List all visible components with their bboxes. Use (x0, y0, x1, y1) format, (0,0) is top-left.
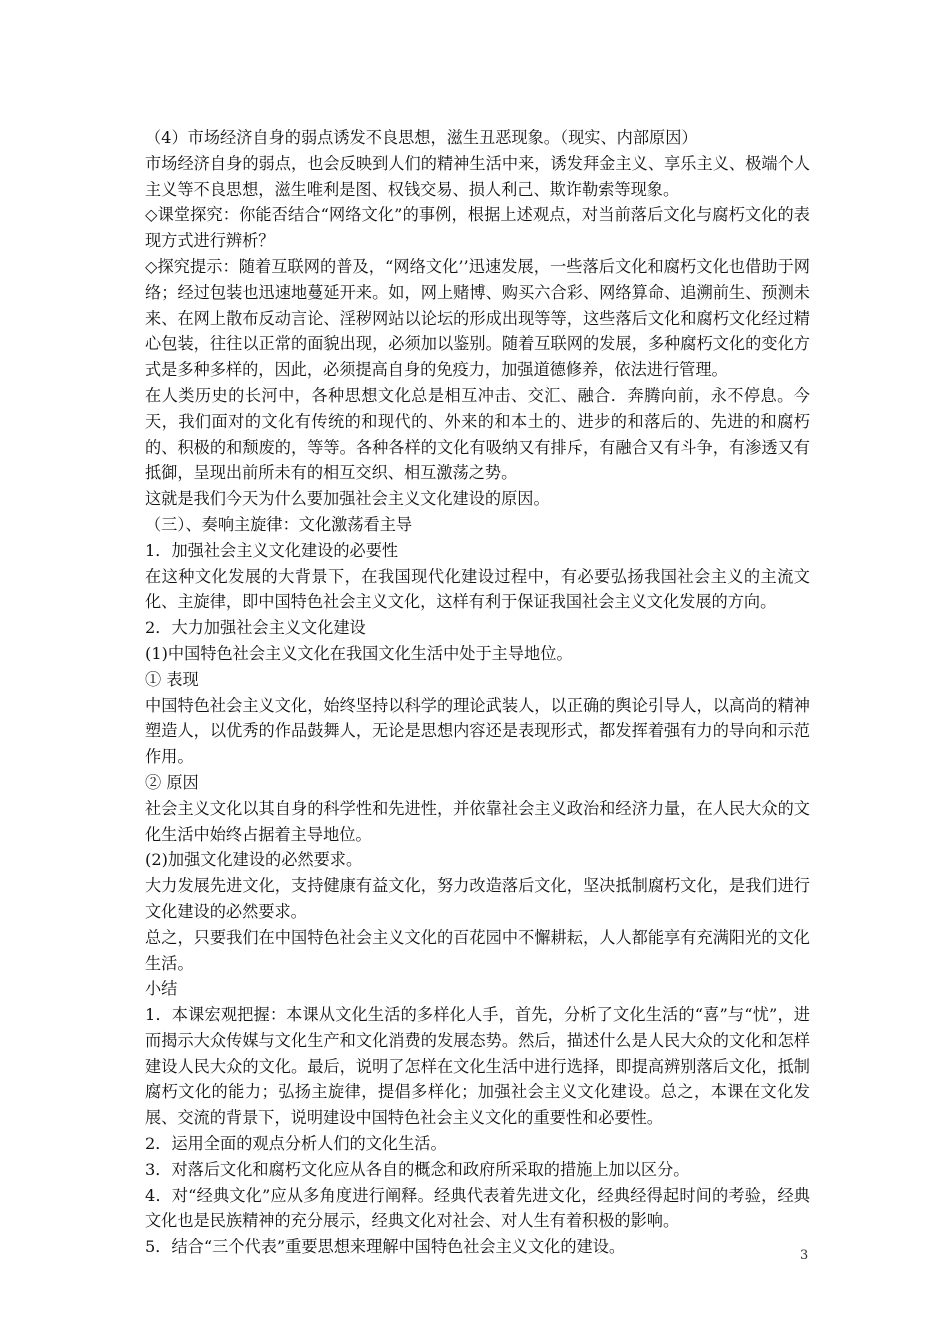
paragraph: 社会主义文化以其自身的科学性和先进性，并依靠社会主义政治和经济力量，在人民大众的文化生活中始终占据着主导地位。 (145, 798, 810, 844)
subsection-heading: 2．大力加强社会主义文化建设 (145, 618, 366, 638)
paragraph: 在人类历史的长河中，各种思想文化总是相互冲击、交汇、融合．奔腾向前，永不停息。今天，我们面对的文化有传统的和现代的、外来的和本土的、进步的和落后的、先进的和腐朽的、积极的和颓废的，等等。各种各样的文化有吸纳又有排斥，有融合又有斗争，有渗透又有抵御，呈现出前所未有的相互交织、相互激荡之势。 (145, 385, 810, 483)
paragraph: (1)中国特色社会主义文化在我国文化生活中处于主导地位。 (145, 643, 573, 663)
summary-item: 5．结合“三个代表”重要思想来理解中国特色社会主义文化的建设。 (145, 1237, 626, 1257)
summary-item: 3．对落后文化和腐朽文化应从各自的概念和政府所采取的措施上加以区分。 (145, 1159, 690, 1179)
list-heading: ② 原因 (145, 772, 199, 792)
paragraph: 市场经济自身的弱点，也会反映到人们的精神生活中来，诱发拜金主义、享乐主义、极端个人主义等不良思想，滋生唯利是图、权钱交易、损人利己、欺诈勒索等现象。 (145, 153, 810, 199)
summary-item: 2．运用全面的观点分析人们的文化生活。 (145, 1134, 447, 1154)
paragraph: 中国特色社会主义文化，始终坚持以科学的理论武装人，以正确的舆论引导人，以高尚的精神塑造人，以优秀的作品鼓舞人，无论是思想内容还是表现形式，都发挥着强有力的导向和示范作用。 (145, 695, 810, 767)
paragraph: 这就是我们今天为什么要加强社会主义文化建设的原因。 (145, 489, 550, 509)
paragraph: （4）市场经济自身的弱点诱发不良思想，滋生丑恶现象。（现实、内部原因） (145, 128, 698, 147)
subsection-heading: 1．加强社会主义文化建设的必要性 (145, 540, 399, 560)
section-heading: （三）、奏响主旋律：文化激荡看主导 (145, 514, 413, 534)
summary-item: 1．本课宏观把握：本课从文化生活的多样化人手，首先，分析了文化生活的“喜”与“忧”，进而揭示大众传媒与文化生产和文化消费的发展态势。然后，描述什么是人民大众的文化和怎样建设人民大众的文化。最后，说明了怎样在文化生活中进行选择，即提高辨别落后文化，抵制腐朽文化的能力；弘扬主旋律，提倡多样化；加强社会主义文化建设。总之，本课在文化发展、交流的背景下，说明建设中国特色社会主义文化的重要性和必要性。 (145, 1005, 810, 1128)
list-heading: ① 表现 (145, 669, 199, 689)
summary-heading: 小结 (145, 979, 178, 999)
paragraph: ◇课堂探究：你能否结合“网络文化”的事例，根据上述观点，对当前落后文化与腐朽文化的表现方式进行辨析？ (145, 205, 810, 251)
paragraph: 大力发展先进文化，支持健康有益文化，努力改造落后文化，坚决抵制腐朽文化，是我们进行文化建设的必然要求。 (145, 876, 810, 921)
paragraph: 在这种文化发展的大背景下，在我国现代化建设过程中，有必要弘扬我国社会主义的主流文化、主旋律，即中国特色社会主义文化，这样有利于保证我国社会主义文化发展的方向。 (145, 566, 810, 612)
paragraph: (2)加强文化建设的必然要求。 (145, 850, 363, 870)
document-body (145, 125, 810, 1260)
page-number: 3 (800, 1248, 809, 1263)
summary-item: 4．对“经典文化”应从多角度进行阐释。经典代表着先进文化，经典经得起时间的考验，经典文化也是民族精神的充分展示，经典文化对社会、对人生有着积极的影响。 (145, 1185, 810, 1231)
paragraph: ◇探究提示：随着互联网的普及，“网络文化’’迅速发展，一些落后文化和腐朽文化也借助于网络；经过包装也迅速地蔓延开来。如，网上赌博、购买六合彩、网络算命、追溯前生、预测未来、在网上散布反动言论、淫秽网站以论坛的形成出现等等，这些落后文化和腐朽文化经过精心包装，往往以正常的面貌出现，必须加以鉴别。随着互联网的发展，多种腐朽文化的变化方式是多种多样的，因此，必须提高自身的免疫力，加强道德修养，依法进行管理。 (145, 256, 810, 380)
paragraph: 总之，只要我们在中国特色社会主义文化的百花园中不懈耕耘，人人都能享有充满阳光的文化生活。 (145, 927, 810, 973)
